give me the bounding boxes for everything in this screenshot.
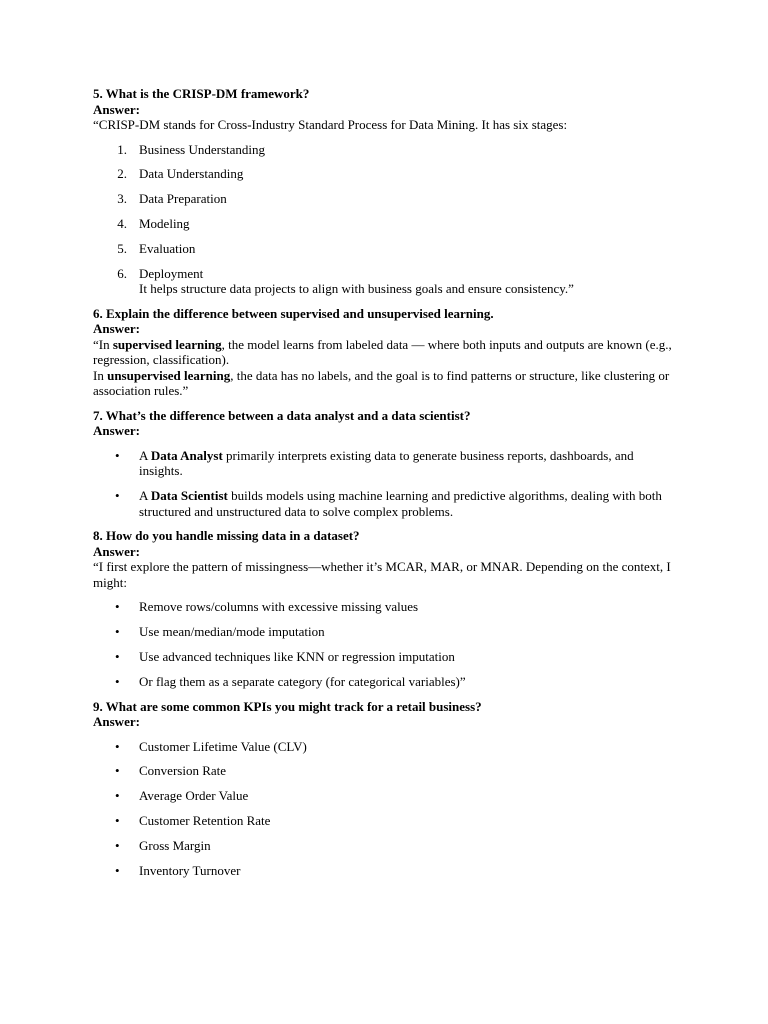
question-heading: 7. What’s the difference between a data analyst and a data scientist? (93, 407, 471, 423)
question-heading: 8. How do you handle missing data in a dataset? (93, 528, 360, 544)
bullet-icon: • (115, 624, 120, 640)
list-number: 2. (117, 166, 127, 182)
list-item-text: Inventory Turnover (139, 862, 241, 878)
list-item-text: Gross Margin (139, 838, 211, 854)
bold-term: Data Scientist (150, 488, 228, 504)
section-q7 (93, 408, 673, 519)
bold-term: Data Analyst (150, 447, 223, 463)
list-item (93, 813, 673, 829)
section-q6 (93, 306, 673, 399)
section-q8 (93, 528, 673, 689)
list-item (93, 788, 673, 804)
answer-label: Answer: (93, 321, 140, 337)
bullet-icon: • (115, 447, 120, 463)
bullet-list (93, 448, 673, 519)
list-item-text: Use advanced techniques like KNN or regression imputation (139, 649, 455, 665)
text-run: primarily interprets existing data to generate business reports, dashboards, and insights. (139, 447, 634, 479)
text-run: , the model learns from labeled data — where both inputs and outputs are known (e.g., regression, classification). (93, 336, 672, 368)
list-item-text: Or flag them as a separate category (for categorical variables)” (139, 674, 466, 690)
crisp-dm-stage-list (93, 142, 673, 297)
section-q5 (93, 86, 673, 297)
answer-label: Answer: (93, 101, 140, 117)
bold-term: unsupervised learning (107, 367, 231, 383)
document-page (93, 86, 673, 887)
list-item (93, 166, 673, 182)
list-item-text: Customer Lifetime Value (CLV) (139, 738, 307, 754)
list-number: 6. (117, 265, 127, 281)
list-item-text: Use mean/median/mode imputation (139, 624, 325, 640)
bullet-icon: • (115, 788, 120, 804)
text-run: “In (93, 336, 113, 352)
list-item-text: Remove rows/columns with excessive missing values (139, 599, 419, 615)
text-run: , the data has no labels, and the goal is to find patterns or structure, like clustering or association rules.” (93, 367, 670, 399)
list-item-text: Evaluation (139, 241, 196, 257)
list-item (93, 142, 673, 158)
bullet-list (93, 599, 673, 689)
list-item (93, 649, 673, 665)
text-run: builds models using machine learning and predictive algorithms, dealing with both structured and unstructured data to solve complex problems. (139, 488, 662, 519)
list-item-text: Modeling (139, 216, 190, 232)
list-number: 3. (117, 191, 127, 207)
list-item (93, 863, 673, 879)
list-item (93, 838, 673, 854)
answer-outro: It helps structure data projects to align with business goals and ensure consistency.” (139, 281, 574, 297)
answer-intro: “I first explore the pattern of missingness—whether it’s MCAR, MAR, or MNAR. Depending on the context, I might: (93, 559, 671, 590)
list-item (93, 763, 673, 779)
bullet-icon: • (115, 813, 120, 829)
bullet-icon: • (115, 599, 120, 615)
question-heading: 5. What is the CRISP-DM framework? (93, 86, 310, 101)
list-item (93, 191, 673, 207)
bullet-icon: • (115, 488, 120, 504)
text-run: A (139, 488, 151, 504)
list-item-text: Deployment (139, 265, 204, 281)
question-heading: 6. Explain the difference between supervised and unsupervised learning. (93, 305, 494, 321)
list-item (93, 488, 673, 519)
answer-paragraph-unsupervised (93, 368, 673, 399)
section-q9 (93, 699, 673, 879)
list-item (93, 448, 673, 479)
list-item (93, 216, 673, 232)
bullet-icon: • (115, 862, 120, 878)
answer-label: Answer: (93, 543, 140, 559)
list-item-text: Business Understanding (139, 141, 266, 157)
list-item (93, 624, 673, 640)
list-item (93, 599, 673, 615)
text-run: A (139, 447, 151, 463)
bullet-icon: • (115, 738, 120, 754)
answer-paragraph-supervised (93, 337, 673, 368)
list-number: 5. (117, 241, 127, 257)
list-item (93, 266, 673, 297)
list-item-text: Data Preparation (139, 191, 227, 207)
text-run: In (93, 367, 108, 383)
bullet-icon: • (115, 649, 120, 665)
list-item-text: Customer Retention Rate (139, 813, 271, 829)
answer-label: Answer: (93, 423, 140, 439)
list-item (93, 674, 673, 690)
list-item (93, 739, 673, 755)
bold-term: supervised learning (112, 336, 222, 352)
bullet-icon: • (115, 763, 120, 779)
list-number: 4. (117, 216, 127, 232)
answer-intro: “CRISP-DM stands for Cross-Industry Standard Process for Data Mining. It has six stages: (93, 117, 568, 132)
list-item (93, 241, 673, 257)
list-item-text: Conversion Rate (139, 763, 227, 779)
question-heading: 9. What are some common KPIs you might track for a retail business? (93, 698, 482, 714)
kpi-bullet-list (93, 739, 673, 879)
bullet-icon: • (115, 674, 120, 690)
answer-label: Answer: (93, 714, 140, 730)
list-number: 1. (117, 141, 127, 157)
list-item-text: Average Order Value (139, 788, 249, 804)
list-item-text: Data Understanding (139, 166, 244, 182)
bullet-icon: • (115, 838, 120, 854)
